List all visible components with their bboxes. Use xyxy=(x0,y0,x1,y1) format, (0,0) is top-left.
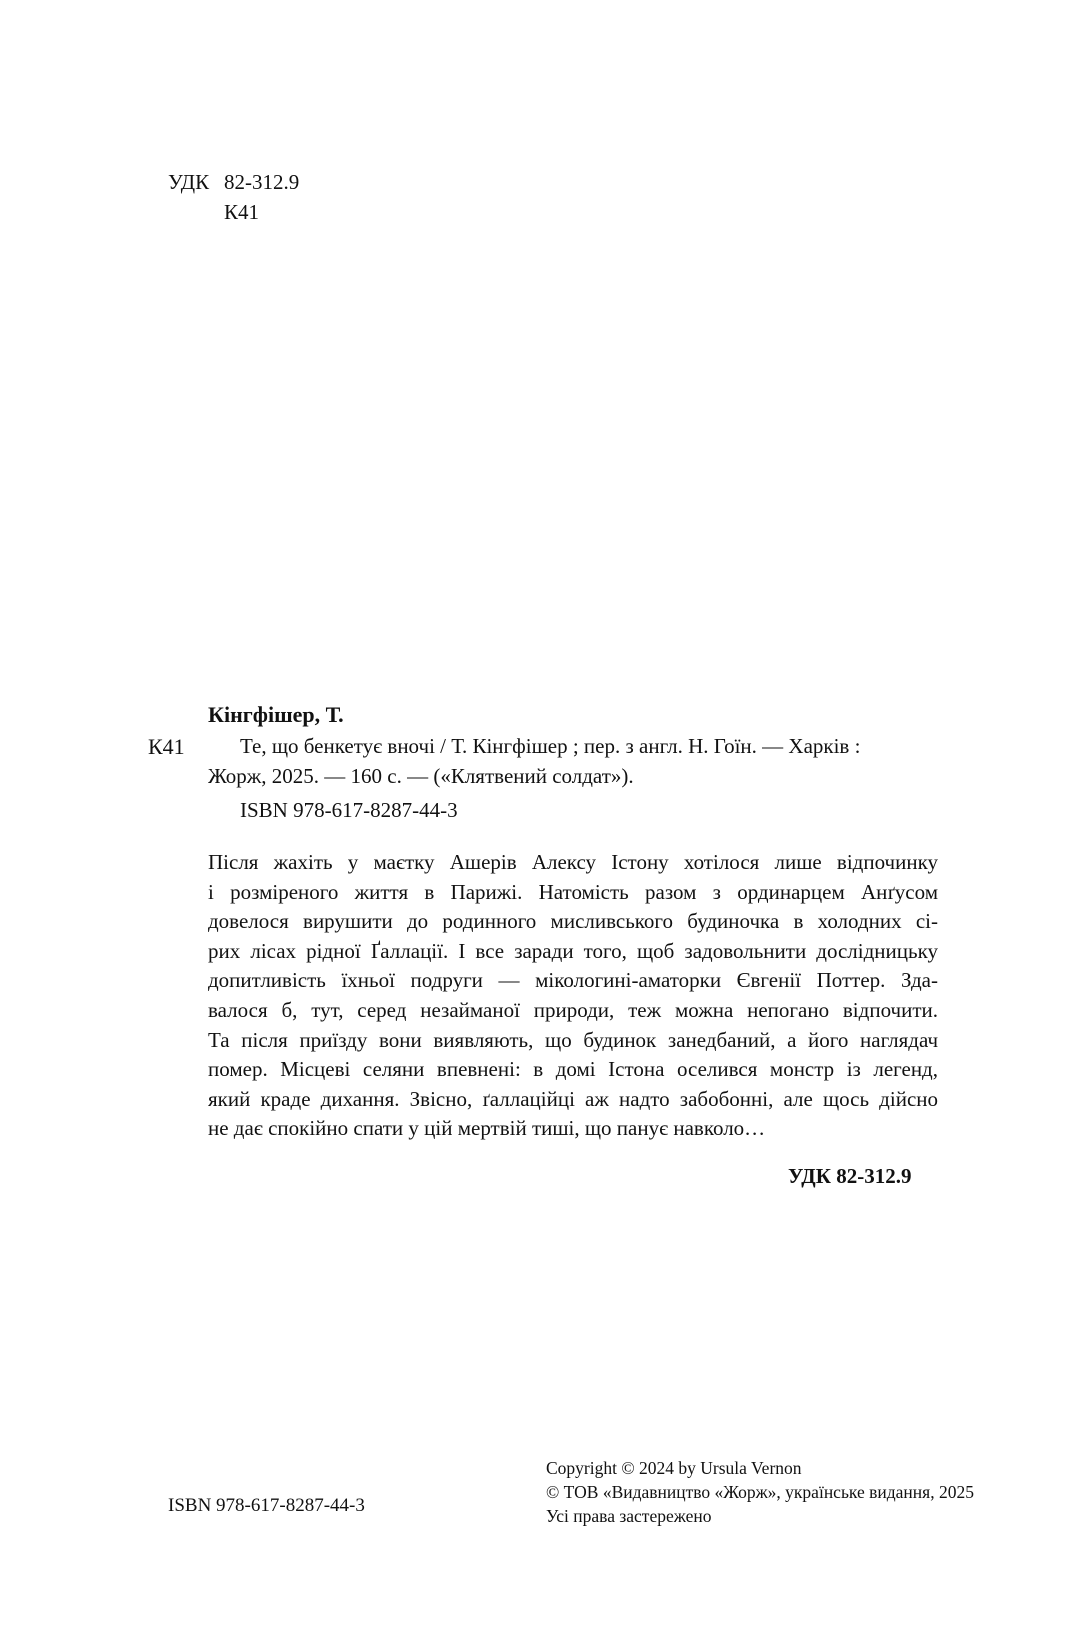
catalog-author: Кінгфішер, Т. xyxy=(208,702,344,727)
bibliographic-line-1: Те, що бенкетує вночі / Т. Кінгфішер ; пер. з англ. Н. Гоїн. — Харків : xyxy=(240,734,861,758)
annotation-line: валося б, тут, серед незайманої природи, теж можна непогано відпочити. xyxy=(208,997,938,1022)
copyright-block xyxy=(546,1456,974,1528)
annotation-line: допитливість їхньої подруги — мікологині-аматорки Євгенії Поттер. Зда- xyxy=(208,968,938,993)
annotation-line: Та після приїзду вони виявляють, що будинок занедбаний, а його наглядач xyxy=(208,1027,938,1052)
catalog-author-mark: К41 xyxy=(148,734,185,759)
bibliographic-line-2: Жорж, 2025. — 160 с. — («Клятвений солдат»). xyxy=(208,764,634,788)
copyright-line-1: Copyright © 2024 by Ursula Vernon xyxy=(546,1458,802,1478)
author-mark: К41 xyxy=(224,200,260,224)
copyright-line-3: Усі права застережено xyxy=(546,1506,712,1526)
annotation-line: помер. Місцеві селяни впевнені: в домі Істона оселився монстр із легенд, xyxy=(208,1057,938,1082)
annotation-line: рих лісах рідної Ґаллації. І все заради того, щоб задовольнити дослідницьку xyxy=(208,938,938,963)
annotation-line: довелося вирушити до родинного мисливського будиночка в холодних сі- xyxy=(208,909,938,934)
udk-bottom: УДК 82-312.9 xyxy=(788,1164,912,1188)
isbn-bottom: ISBN 978-617-8287-44-3 xyxy=(168,1495,365,1516)
annotation-line: який краде дихання. Звісно, ґаллаційці аж надто забобонні, але щось дійсно xyxy=(208,1086,938,1111)
annotation-line: не дає спокійно спати у цій мертвій тиші, що панує навколо… xyxy=(208,1116,766,1141)
catalog-isbn: ISBN 978-617-8287-44-3 xyxy=(240,798,458,822)
annotation-paragraph xyxy=(208,848,938,1144)
udk-code: 82-312.9 xyxy=(224,170,300,194)
copyright-line-2: © ТОВ «Видавництво «Жорж», українське видання, 2025 xyxy=(546,1482,974,1502)
annotation-line: Після жахіть у маєтку Ашерів Алексу Істону хотілося лише відпочинку xyxy=(208,850,938,874)
annotation-line: і розміреного життя в Парижі. Натомість разом з ординарцем Анґусом xyxy=(208,879,938,904)
udk-label: УДК xyxy=(168,170,210,194)
